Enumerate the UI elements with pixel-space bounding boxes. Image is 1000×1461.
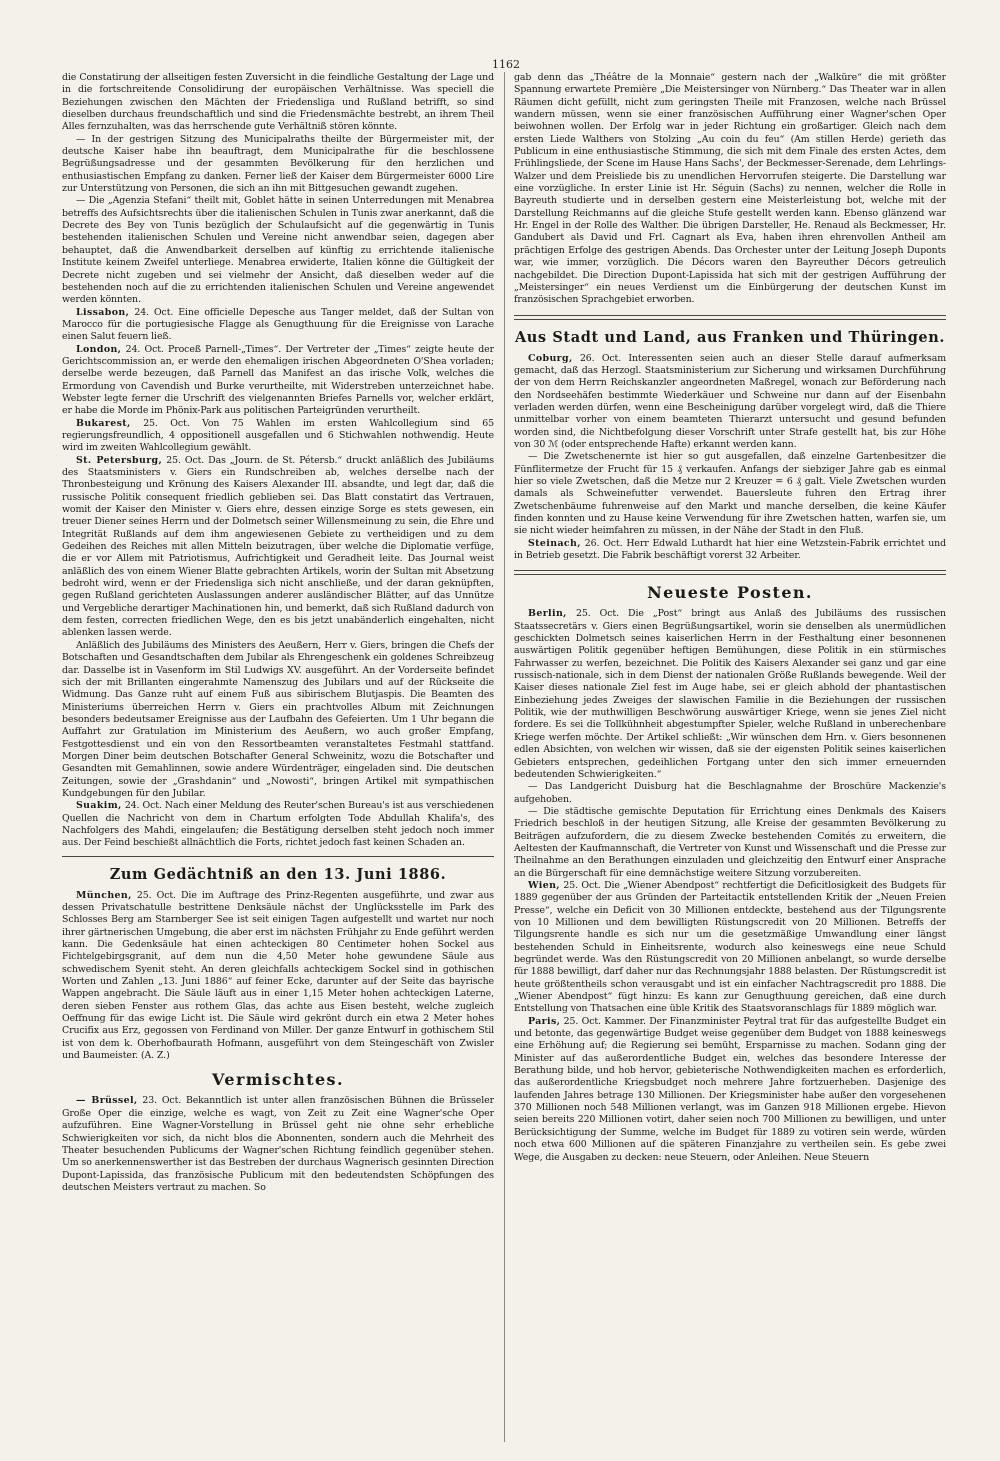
article-bruessel [62, 1095, 494, 1194]
dateline-place: Suakim, [76, 800, 122, 812]
newspaper-page [62, 58, 950, 1448]
page-number: 1162 [492, 58, 520, 71]
article-muenchen [62, 890, 494, 1063]
article-london [62, 344, 494, 418]
article-petersburg [62, 455, 494, 640]
dateline-place: Steinach, [528, 537, 581, 549]
dateline-place: Wien, [528, 879, 560, 891]
article-text: 26. Oct. Interessenten seien auch an dieser Stelle darauf aufmerksam gemacht, daß das Herzogl. Staatsministerium zur Sicherung und wirksamen Durchführung der von dem Herrn Reichskanzler angeordneten Maßregel, wonach zur Beförderung nach den Nordseehäfen bestimmte Wiederkäuer und Schweine nur dann auf der Eisenbahn verladen werden dürfen, wenn eine Bescheinigung darüber vorgelegt wird, daß die Thiere unmittelbar vorher von einem beamteten Thierarzt untersucht und gesund befunden worden sind, die Nichtbefolgung dieser Vorschrift unter Strafe gestellt hat, bis zur Höhe von 30 ℳ (oder entsprechende Hafte) erkannt werden kann. [514, 352, 946, 450]
dateline-place: London, [76, 343, 122, 355]
dateline-place: München, [76, 889, 132, 901]
section-heading-gedaechtnis: Zum Gedächtniß an den 13. Juni 1886. [109, 865, 447, 883]
dateline-place: Coburg, [528, 352, 573, 364]
column-rule [504, 72, 505, 1442]
article-municipal-council: — In der gestrigen Sitzung des Municipalraths theilte der Bürgermeister mit, der deutsche Kaiser habe ihn beauftragt, dem Municipalrathe für die beschlossene Begrüßungsadresse und der gesammten Bevölkerung für den herzlichen und enthusiastischen Empfang zu danken. Ferner ließ der Kaiser dem Bürgermeister 6000 Lire zur Unterstützung von Personen, die sich an ihn mit Bittgesuchen gewandt zugehen. [62, 133, 494, 195]
article-berlin [514, 608, 946, 781]
article-wien [514, 880, 946, 1016]
article-text: 25. Oct. Die „Wiener Abendpost“ rechtfertigt die Deficitlosigkeit des Budgets für 1889 gegenüber der aus Gründen der Parteitactik entstellenden Kritik der „Neuen Freien Presse“, welche ein Deficit von 30 Millionen entdeckte, bestehend aus der Tilgungsrente von 10 Millionen und dem bewilligten Rüstungscredit von 20 Millionen. Betreffs der Tilgungsrente handle es sich nur um die gesetzmäßige Umwandlung einer längst bestehenden Schuld in Einheitsrente, wodurch also keineswegs eine neue Schuld begründet werde. Was den Rüstungscredit von 20 Millionen anbelangt, so wurde derselbe für 1888 bewilligt, darf daher nur das Rechnungsjahr 1888 belasten. Der Rüstungscredit ist heute größtentheils schon verausgabt und ist ein einfacher Nachtragscredit pro 1888. Die „Wiener Abendpost“ fügt hinzu: Es kann zur Genugthuung gereichen, daß eine durch Entstellung von Thatsachen eine üble Kritik des Staatsvoranschlags für 1889 möglich war. [514, 879, 946, 1015]
right-column [514, 72, 946, 1444]
dateline-place: Berlin, [528, 608, 567, 620]
article-text: 25. Oct. Kammer. Der Finanzminister Peytral trat für das aufgestellte Budget ein und betonte, das gegenwärtige Budget weise gegenüber dem Budget von 1888 keineswegs eine Erhöhung auf; die Regierung sei bemüht, Ersparnisse zu machen. Sodann ging der Minister auf das außerordentliche Budget ein, welches das besondere Interesse der Berathung bilde, und hob hervor, gebieterische Nothwendigkeiten machen es erforderlich, das außerordentliche Kriegsbudget noch mehrere Jahre fortzuerheben. Dasjenige des laufenden Jahres betrage 130 Millionen. Der Kriegsminister habe außer den vorgesehenen 370 Millionen noch 548 Millionen verlangt, was im Ganzen 918 Millionen ergebe. Hievon seien bereits 220 Millionen votirt, daher seien noch 700 Millionen zu bewilligen, und unter Berücksichtigung der Summe, welche im Budget für 1889 zu votiren sein werde, würden noch etwa 600 Millionen auf die späteren Finanzjahre zu vertheilen sein. Es gebe zwei Wege, die Ausgaben zu decken: neue Steuern, oder Anleihen. Neue Steuern [514, 1015, 946, 1163]
article-giers-jubilee: Anläßlich des Jubiläums des Ministers des Aeußern, Herr v. Giers, bringen die Chefs der Botschaften und Gesandtschaften dem Jubilar als Ehrengeschenk ein goldenes Schreibzeug dar. Dasselbe ist in Vasenform im Stil Ludwigs XV. ausgeführt. An der Vorderseite befindet sich der mit Brillanten eingerahmte Namenszug des Jubilars und auf der Rückseite die Widmung. Das Ganze ruht auf einem Fuß aus sibirischem Blutjaspis. Die Beamten des Ministeriums überreichen Herrn v. Giers ein prachtvolles Album mit Zeichnungen besonders bedeutsamer Ereignisse aus der Laufbahn des Gefeierten. Um 1 Uhr begann die Auffahrt zur Gratulation im Ministerium des Aeußern, wo auch großer Empfang, Festgottesdienst und ein von den Ressortbeamten veranstaltetes Festmahl stattfand. Morgen Diner beim deutschen Botschafter General Schweinitz, wozu die Botschafter und Gesandten mit Gemahlinnen, sowie andere Würdenträger, eingeladen sind. Die deutschen Zeitungen, sowie der „Grashdanin“ und „Nowosti“, bringen Artikel mit sympathischen Kundgebungen für den Jubilar. [62, 639, 494, 799]
article-text: 26. Oct. Herr Edwald Luthardt hat hier eine Wetzstein-Fabrik errichtet und in Betrieb gesetzt. Die Fabrik beschäftigt vorerst 32 Arbeiter. [514, 537, 946, 562]
article-continuation: die Constatirung der allseitigen festen Zuversicht in die feindliche Gestaltung der Lage und in die fortschreitende Consolidirung der europäischen Verhältnisse. Was speciell die Beziehungen zwischen den Mächten der Friedensliga und Rußland betrifft, so sind dieselben durchaus freundschaftlich und sind die Friedensmächte bestrebt, an ihrem Theil Alles fernzuhalten, was das herrschende gute Verhältniß stören könnte. [62, 72, 494, 133]
article-zwetschen: — Die Zwetschenernte ist hier so gut ausgefallen, daß einzelne Gartenbesitzer die Fünflitermetze der Frucht für 15 ₰ verkaufen. Anfangs der siebziger Jahre gab es einmal hier so viele Zwetschen, daß die Metze nur 2 Kreuzer = 6 ₰ galt. Viele Zwetschen wurden damals als Schweinefutter verwendet. Bauersleute fuhren den Ertrag ihrer Zwetschenbäume fuhrenweise auf den Markt und manche derselben, die keine Käufer finden konnten und zu Hause keine Verwendung für ihre Zwetschen hatten, warfen sie, um sie nicht wieder heimfahren zu müssen, in der Nähe der Stadt in den Fluß. [514, 451, 946, 537]
article-steinach [514, 538, 946, 563]
article-lissabon [62, 307, 494, 344]
dateline-place: — Brüssel, [76, 1095, 138, 1107]
section-heading-neueste-posten: Neueste Posten. [647, 583, 813, 603]
dateline-place: Lissabon, [76, 306, 130, 318]
article-text: 25. Oct. Die „Post“ bringt aus Anlaß des Jubiläums des russischen Staatssecretärs v. Giers einen Begrüßungsartikel, worin sie denselben als unermüdlichen geschickten Dolmetsch seines kaiserlichen Herrn in der Festhaltung einer besonnenen auswärtigen Politik gegenüber heftigen Bemühungen, diese Politik in ein stürmisches Fahrwasser zu werfen, bezeichnet. Die Politik des Kaisers Alexander sei ganz und gar eine russisch-nationale, sich in dem Dienst der nationalen Größe Rußlands bewegende. Weil der Kaiser dieses nationale Ziel fest im Auge habe, sei er gleich abhold der phantastischen Einbeziehung jedes Zweiges der slawischen Familie in die Beziehungen der russischen Politik, wie der muthwilligen Beschwörung auswärtiger Kriege, wenn sie jenes Ziel nicht fordere. Es sei die Tollkühnheit abgestumpfter Spieler, welche Rußland in unberechenbare Kriege werfen möchte. Der Artikel schließt: „Wir wünschen dem Hrn. v. Giers besonnenen edlen Absichten, von welchen wir wissen, daß sie der eigensten Politik seines kaiserlichen Gebieters entsprechen, gedeihlichen Fortgang unter den sich immer erneuernden bedeutenden Schwierigkeiten.“ [514, 608, 946, 780]
article-text: 25. Oct. Die im Auftrage des Prinz-Regenten ausgeführte, und zwar aus dessen Privatschatulle bestrittene Denksäule nächst der Unglücksstelle im Park des Schlosses Berg am Starnberger See ist seit einigen Tagen aufgestellt und wartet nur noch ihrer gärtnerischen Umgebung, die aber erst im nächsten Frühjahr zu Ende geführt werden kann. Die Gedenksäule hat einen achteckigen 80 Centimeter hohen Sockel aus Fichtelgebirgsgranit, auf dem nun die 4,50 Meter hohe gewundene Säule aus schwedischem Syenit steht. An deren gleichfalls achteckigem Sockel sind in gothischen Worten und Zahlen „13. Juni 1886“ auf feiner Ecke, darunter auf der Seite das bayrische Wappen angebracht. Die Säule läuft aus in einer 1,15 Meter hohen achteckigen Laterne, deren sieben Fenster aus rothem Glas, das achte aus Eisen besteht, welche zugleich Oeffnung für das ewige Licht ist. Die Säule wird gekrönt durch ein etwa 2 Meter hohes Crucifix aus Erz, gegossen von Ferdinand von Miller. Der ganze Entwurf in gothischem Stil ist von dem k. Oberhofbaurath Hofmann, ausgeführt von dem Steingeschäft von Zwisler und Baumeister. (A. Z.) [62, 889, 494, 1062]
article-bukarest [62, 418, 494, 455]
article-coburg [514, 353, 946, 452]
article-text: 25. Oct. Von 75 Wahlen im ersten Wahlcollegium sind 65 regierungsfreundlich, 4 oppositionell ausgefallen und 6 Stichwahlen nothwendig. Heute wird im zweiten Wahlcollegium gewählt. [62, 417, 494, 454]
article-agenzia-stefani: — Die „Agenzia Stefani“ theilt mit, Goblet hätte in seinen Unterredungen mit Menabrea betreffs des Aufsichtsrechts über die italienischen Schulen in Tunis zwar anerkannt, daß die Decrete des Bey von Tunis bezüglich der Schulaufsicht auf die gegenwärtig in Tunis bestehenden italienischen Schulen und Vereine nicht anwendbar seien, dagegen aber behauptet, daß die Anwendbarkeit derselben auf künftig zu errichtende italienische Institute keinem Zweifel unterliege. Menabrea erwiderte, Italien könne die Gültigkeit der Decrete nicht zugeben und sei vielmehr der Ansicht, daß dieselben weder auf die bestehenden noch auf die zu errichtenden italienischen Schulen und Vereine angewendet werden könnten. [62, 195, 494, 306]
section-divider [62, 856, 494, 857]
section-divider [514, 315, 946, 320]
dateline-place: St. Petersburg, [76, 454, 163, 466]
article-text: 24. Oct. Proceß Parnell-„Times“. Der Vertreter der „Times“ zeigte heute der Gerichtscommission an, er werde den ehemaligen irischen Abgeordneten O'Shea vorladen; derselbe werde bezeugen, daß Parnell das Manifest an das irische Volk, welches die Ermordung von Cavendish und Burke verurtheilte, mit Widerstreben unterzeichnet habe. Webster legte ferner die Urschrift des vielgenannten Briefes Parnells vor, welcher erklärt, er habe die Morde im Phönix-Park aus politischen Parteigründen verurtheilt. [62, 343, 494, 417]
article-meistersinger: gab denn das „Théâtre de la Monnaie“ gestern nach der „Walküre“ die mit größter Spannung erwartete Première „Die Meistersinger von Nürnberg.“ Das Theater war in allen Räumen dicht gefüllt, nicht zum geringsten Theile mit Franzosen, welche nach Brüssel wandern müssen, wenn sie einer französischen Aufführung einer Wagner'schen Oper beiwohnen wollen. Der Erfolg war in jeder Richtung ein großartiger. Gleich nach dem ersten Liede Walthers von Stolzing „Au coin du feu“ (Am stillen Herde) gerieth das Publicum in eine enthusiastische Stimmung, die sich mit dem Finale des ersten Actes, dem Frühlingsliede, der Scene im Hause Hans Sachs', der Beckmesser-Serenade, dem Lehrlings-Walzer und dem Preisliede bis zu unendlichen Hervorrufen steigerte. Die Darstellung war eine vorzügliche. In erster Linie ist Hr. Séguin (Sachs) zu nennen, welcher die Rolle in Bayreuth studierte und in derselben gestern eine Meisterleistung bot, welche mit der Darstellung Reichmanns auf die gleiche Stufe gestellt werden kann. Ebenso glänzend war Hr. Engel in der Rolle des Walther. Die übrigen Darsteller, He. Renaud als Beckmesser, Hr. Gandubert als David und Frl. Cagnart als Eva, haben ihren ehrenvollen Antheil am prächtigen Erfolge des gestrigen Abends. Das Orchester unter der Leitung Joseph Duponts war, wie immer, vorzüglich. Die Décors waren den Bayreuther Décors getreulich nachgebildet. Die Direction Dupont-Lapissida hat sich mit der gestrigen Aufführung der „Meistersinger“ ein neues Verdienst um die Einbürgerung der deutschen Kunst im französischen Sprachgebiet erworben. [514, 72, 946, 306]
article-paris [514, 1016, 946, 1164]
section-divider [514, 570, 946, 575]
section-heading-vermischtes: Vermischtes. [212, 1070, 344, 1090]
article-denkmal: — Die städtische gemischte Deputation für Errichtung eines Denkmals des Kaisers Friedrich beschloß in der heutigen Sitzung, alle Kreise der gesammten Bevölkerung zu Beiträgen aufzufordern, die zu diesem Zwecke bestehenden Comités zu erweitern, die Aeltesten der Kaufmannschaft, die Vertreter von Kunst und Wissenschaft und die Presse zur Theilnahme an den Berathungen einzuladen und gleichzeitig den Entwurf einer Ansprache an die Bürgerschaft für eine demnächstige weitere Sitzung vorzubereiten. [514, 805, 946, 879]
article-duisburg: — Das Landgericht Duisburg hat die Beschlagnahme der Broschüre Mackenzie's aufgehoben. [514, 781, 946, 805]
article-text: 25. Oct. Das „Journ. de St. Pétersb.“ druckt anläßlich des Jubiläums des Staatsministers v. Giers ein Rundschreiben ab, welches derselbe nach der Thronbesteigung und Krönung des Kaisers Alexander III. absandte, und legt dar, daß die russische Politik consequent friedlich geblieben sei. Das Blatt constatirt das Vertrauen, womit der Kaiser den Minister v. Giers ehre, dessen einzige Sorge es stets gewesen, ein treuer Diener seines Herrn und der Dolmetsch seiner Willensmeinung zu sein, die Ehre und Integrität Rußlands auf dem ihm angewiesenen Gebiete zu vertheidigen und zu dem Gedeihen des Reiches mit allen Mitteln beizutragen, über welche die Diplomatie verfüge, die er vor Allem mit Patriotismus, Aufrichtigkeit und Geradheit leite. Das Journal weist anläßlich des von einem Wiener Blatte gebrachten Artikels, worin der Sultan mit Absetzung bedroht wird, wenn er der Friedensliga sich nicht anschließe, und der daran geknüpften, gegen Rußland gerichteten Auslassungen anderer ausländischer Blätter, auf das Unnütze und Vergebliche derartiger Machinationen hin, und bemerkt, daß sich Rußland dadurch von dem festen, correcten friedlichen Wege, den es bis jetzt unabänderlich eingehalten, nicht ablenken lassen werde. [62, 454, 494, 639]
dateline-place: Bukarest, [76, 417, 131, 429]
article-text: 24. Oct. Eine officielle Depesche aus Tanger meldet, daß der Sultan von Marocco für die portugiesische Flagge als Genugthuung für die Ereignisse von Larache einen Salut feuern ließ. [62, 306, 494, 343]
section-heading-stadt-und-land: Aus Stadt und Land, aus Franken und Thüringen. [514, 328, 946, 346]
article-text: 23. Oct. Bekanntlich ist unter allen französischen Bühnen die Brüsseler Große Oper die einzige, welche es wagt, von Zeit zu Zeit eine Wagner'sche Oper aufzuführen. Eine Wagner-Vorstellung in Brüssel geht nie ohne sehr erhebliche Schwierigkeiten vor sich, da nicht blos die Abonnenten, sondern auch die Mehrheit des Theater besuchenden Publicums der Wagner'schen Richtung feindlich gegenüber stehen. Um so anerkennenswerther ist das Bestreben der durchaus Wagnerisch gesinnten Direction Dupont-Lapissida, das französische Publicum mit den bedeutendsten Schöpfungen des deutschen Meisters vertraut zu machen. So [62, 1095, 494, 1193]
dateline-place: Paris, [528, 1015, 561, 1027]
article-suakim [62, 800, 494, 849]
article-text: 24. Oct. Nach einer Meldung des Reuter'schen Bureau's ist aus verschiedenen Quellen die Nachricht von dem in Chartum erfolgten Tode Abdullah Khalifa's, des Nachfolgers des Mahdi, eingelaufen; die Bestätigung derselben steht jedoch noch immer aus. Der Feind beschießt allnächtlich die Forts, richtet jedoch fast keinen Schaden an. [62, 800, 494, 849]
left-column [62, 72, 494, 1444]
